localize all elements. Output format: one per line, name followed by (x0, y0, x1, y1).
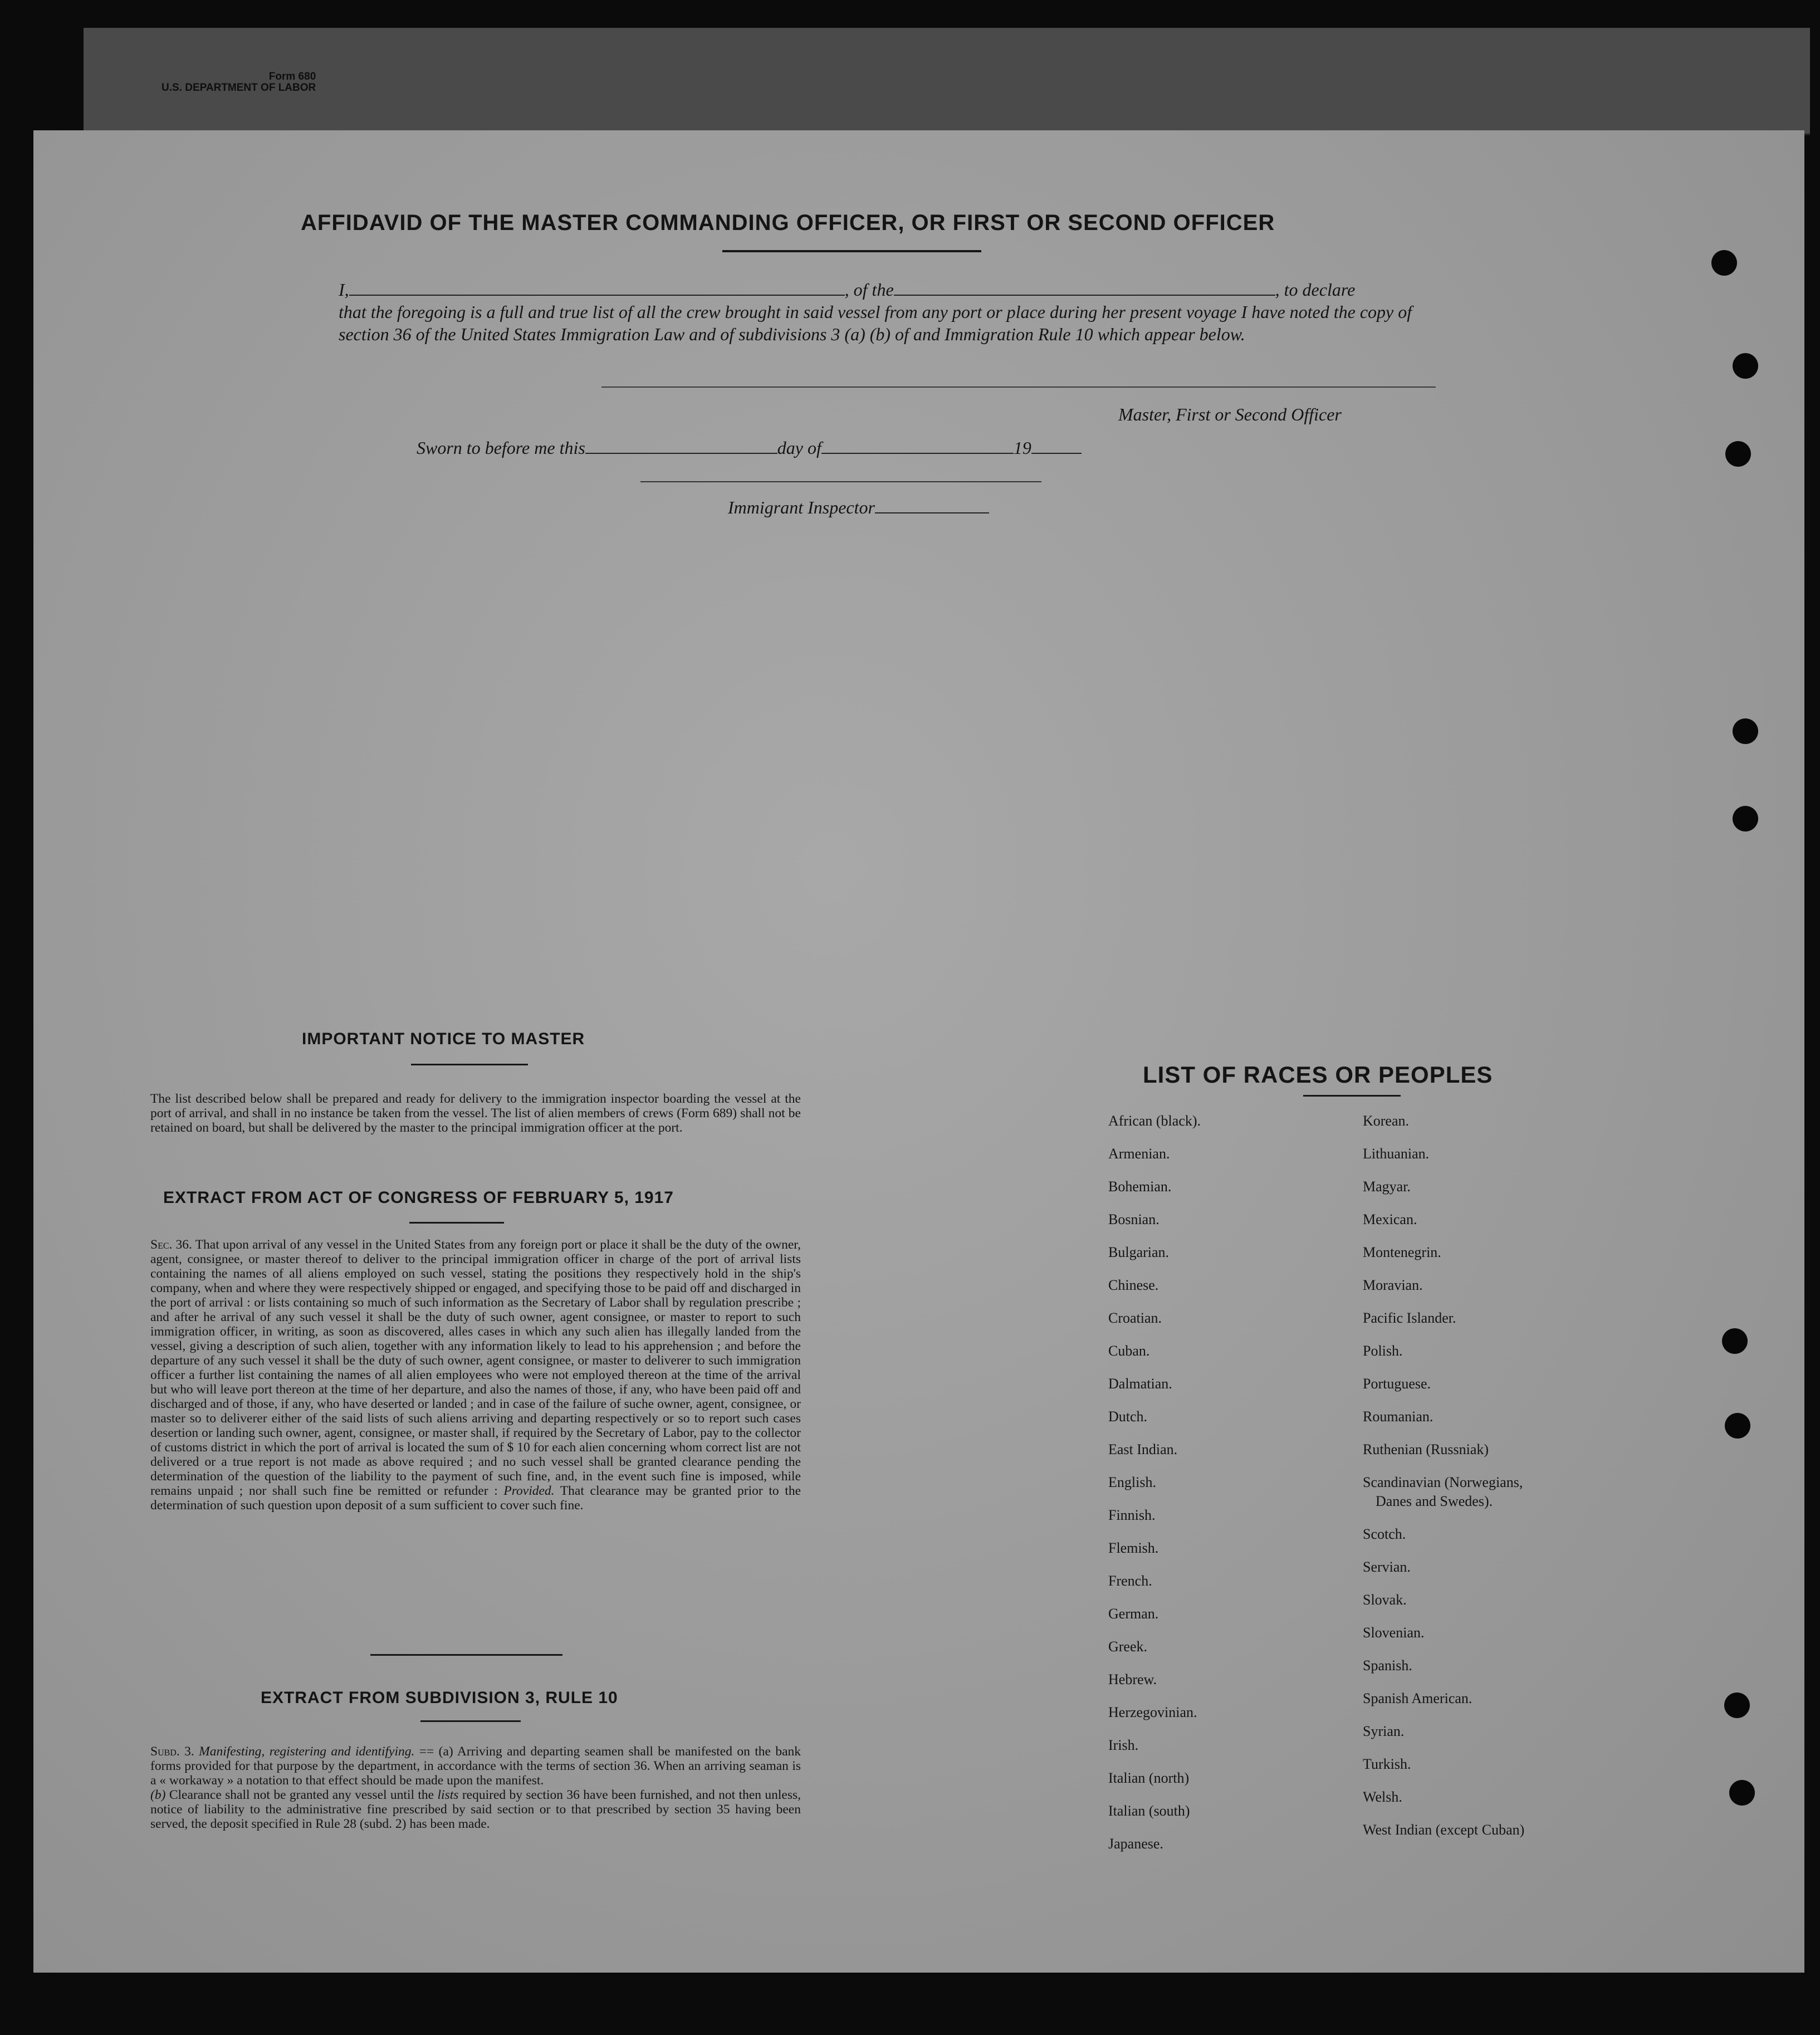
inspector-label: Immigrant Inspector (728, 497, 875, 517)
race-item: Bosnian. (1108, 1211, 1159, 1227)
race-item: Cuban. (1108, 1343, 1150, 1359)
subdivision-title: EXTRACT FROM SUBDIVISION 3, RULE 10 (261, 1689, 618, 1707)
inspector-line (728, 497, 989, 518)
para-a-text: == (a) Arriving and departing seamen shall be manifested on the bank forms provided for that purpose by the department, in accordance with the terms of section 36. When an arriving seaman is a « workaway » a notation to that effect should be made upon the manifest. (150, 1744, 801, 1788)
sworn-label: Sworn to before me this (417, 438, 585, 458)
form-number: Form 680 (268, 71, 316, 82)
department-name: U.S. DEPARTMENT OF LABOR (162, 82, 316, 94)
title-rule (722, 250, 981, 252)
race-item: Polish. (1363, 1343, 1403, 1359)
race-item: German. (1108, 1606, 1159, 1622)
punch-hole (1725, 441, 1751, 467)
punch-hole (1733, 718, 1758, 744)
notice-text: The list described below shall be prepared and ready for delivery to the immigration inspector boarding the vessel at the port of arrival, and shall in no instance be taken from the vessel. The list of alien members of crews (Form 689) shall not be retained on board, but shall be delivered by the master to the principal immigration officer at the port. (150, 1092, 801, 1135)
race-item: Italian (north) (1108, 1770, 1190, 1786)
punch-hole (1725, 1413, 1750, 1439)
race-item: Mexican. (1363, 1211, 1417, 1227)
race-item: French. (1108, 1573, 1152, 1589)
race-item: Croatian. (1108, 1310, 1162, 1326)
act-title: EXTRACT FROM ACT OF CONGRESS OF FEBRUARY 5, 1917 (163, 1188, 674, 1207)
race-item: Syrian. (1363, 1723, 1405, 1739)
provided-word: Provided. (503, 1484, 555, 1498)
race-item: Welsh. (1363, 1789, 1402, 1805)
signature-line[interactable] (601, 387, 1436, 388)
section-body: That upon arrival of any vessel in the United States from any foreign port or place it shall be the duty of the owner, agent, consignee, or master thereof to deliver to the principal immigration officer in charge of the port of arrival lists containing the names of all aliens employed on such vessel, stating the positions they respectively hold in the ship's company, when and where they were respectively shipped or engaged, and specifying those to be paid off and discharged in the port of arrival : or lists containing so much of such information as the Secretary of Labor shall by regulation prescribe ; and after he arrival of any such vessel it shall be the duty of such owner, agent consignee, or master to report to such immigration officer, in writing, as soon as discovered, alles cases in which any such alien has illegally landed from the vessel, giving a description of such alien, together with any information likely to lead to his apprehension ; and before the departure of any such vessel it shall be the duty of such owner, agent consignee, or master to deliverer to such immigration officer a further list containing the names of all alien employees who were not employed thereon at the time of the arrival but who will leave port thereon at the time of her departure, and also the names of those, if any, who have been paid off and discharged and of those, if any, who have deserted or landed ; and in case of the failure of suche owner, agent, consignee, or master so to deliverer either of the said lists of such aliens arriving and departing respectively or so to report such cases desertion or landing such owner, agent, consignee, or master shall, if required by the Secretary of Labor, pay to the collector of customs district in which the port of arrival is located the sum of $ 10 for each alien concerning whom correct list are not delivered or a true report is not made as above required ; and no such vessel shall be granted clearance pending the determination of the question of the liability to the payment of such fine, and, in the event such fine is imposed, while remains unpaid ; nor shall such fine be remitted or refunder : (150, 1237, 801, 1498)
sworn-day-field[interactable] (585, 438, 777, 454)
sworn-month-field[interactable] (821, 438, 1014, 454)
subdivision-para-a (150, 1744, 801, 1788)
race-item: Finnish. (1108, 1507, 1156, 1523)
oath-of-the-label: , of the (844, 280, 894, 300)
punch-hole (1722, 1328, 1748, 1354)
oath-to-declare-label: , to declare (1275, 280, 1356, 300)
para-b-label: (b) (150, 1788, 166, 1802)
subdivision-heading: Manifesting, registering and identifying. (199, 1744, 415, 1759)
race-item: Pacific Islander. (1363, 1310, 1456, 1326)
punch-hole (1711, 250, 1737, 276)
race-item: Turkish. (1363, 1756, 1411, 1772)
punch-hole (1733, 353, 1758, 379)
race-item: Slovak. (1363, 1592, 1407, 1608)
inspector-signature-line[interactable] (640, 481, 1041, 482)
races-title: LIST OF RACES OR PEOPLES (1143, 1061, 1493, 1088)
punch-hole (1729, 1780, 1755, 1806)
race-item: Armenian. (1108, 1146, 1170, 1162)
punch-hole (1724, 1692, 1750, 1718)
race-item: Slovenian. (1363, 1625, 1425, 1641)
race-item-continuation: Danes and Swedes). (1376, 1493, 1493, 1509)
lists-word: lists (437, 1788, 459, 1802)
race-item: Scotch. (1363, 1526, 1406, 1542)
race-item: Hebrew. (1108, 1671, 1157, 1687)
sworn-line (417, 438, 1082, 458)
vessel-field[interactable] (894, 280, 1275, 296)
race-item: Scandinavian (Norwegians, (1363, 1474, 1523, 1490)
race-item: English. (1108, 1474, 1156, 1490)
race-item: Korean. (1363, 1113, 1410, 1129)
race-item: West Indian (except Cuban) (1363, 1822, 1525, 1838)
oath-body: that the foregoing is a full and true list of all the crew brought in said vessel from any port or place during her present voyage I have noted the copy of section 36 of the United States Immigration Law and of subdivisions 3 (a) (b) of and Immigration Rule 10 which appear below. (339, 302, 1412, 344)
form-label (162, 71, 316, 94)
affidavit-oath (339, 278, 1452, 345)
signature-label: Master, First or Second Officer (1118, 404, 1342, 424)
race-item: Bulgarian. (1108, 1244, 1170, 1260)
section-label: Sec. 36. (150, 1237, 192, 1252)
notice-title: IMPORTANT NOTICE TO MASTER (302, 1030, 585, 1048)
race-item: Portuguese. (1363, 1376, 1431, 1392)
subdivision-label: Subd. 3. (150, 1744, 194, 1759)
subdivision-rule (420, 1720, 521, 1722)
subdivision-text (150, 1744, 801, 1831)
sworn-year-field[interactable] (1031, 438, 1082, 454)
act-text (150, 1237, 801, 1513)
act-rule (409, 1222, 504, 1224)
oath-first-line (339, 278, 1452, 301)
race-item: Irish. (1108, 1737, 1139, 1753)
day-of-label: day of (777, 438, 821, 458)
affidavit-title: AFFIDAVID OF THE MASTER COMMANDING OFFICER, OR FIRST OR SECOND OFFICER (301, 211, 1275, 235)
oath-i-label: I, (339, 280, 349, 300)
punch-hole (1733, 806, 1758, 831)
race-item: Dalmatian. (1108, 1376, 1172, 1392)
scanner-top-strip (84, 28, 1810, 135)
race-item: Servian. (1363, 1559, 1411, 1575)
race-item: Bohemian. (1108, 1178, 1172, 1195)
race-item: Ruthenian (Russniak) (1363, 1441, 1489, 1457)
para-b-text-2: required by section 36 have been furnished, and not then unless, notice of liability to the administrative fine prescribed by said section or to that prescribed by section 35 having been served, the deposit specified in Rule 28 (subd. 2) has been made. (150, 1788, 801, 1831)
race-item: Moravian. (1363, 1277, 1423, 1293)
races-rule (1303, 1095, 1401, 1097)
inspector-field[interactable] (875, 498, 989, 513)
race-item: Lithuanian. (1363, 1146, 1430, 1162)
race-item: Spanish American. (1363, 1690, 1472, 1706)
year-label: 19 (1013, 438, 1031, 458)
subdivision-para-b (150, 1788, 801, 1831)
race-item: Flemish. (1108, 1540, 1159, 1556)
race-item: Montenegrin. (1363, 1244, 1441, 1260)
race-item: African (black). (1108, 1113, 1201, 1129)
para-b-text-1: Clearance shall not be granted any vessel until the (169, 1788, 434, 1802)
race-item: Dutch. (1108, 1408, 1148, 1425)
race-item: East Indian. (1108, 1441, 1178, 1457)
name-field[interactable] (349, 280, 845, 296)
race-item: Spanish. (1363, 1657, 1412, 1674)
act-end-rule (370, 1654, 562, 1656)
race-item: Magyar. (1363, 1178, 1411, 1195)
race-item: Roumanian. (1363, 1408, 1434, 1425)
section-body-end: That clearance may be granted prior to the determination of such question upon deposit of a sum sufficient to cover such fine. (150, 1484, 801, 1513)
race-item: Italian (south) (1108, 1803, 1190, 1819)
notice-rule (411, 1064, 528, 1065)
race-item: Greek. (1108, 1638, 1148, 1655)
race-item: Herzegovinian. (1108, 1704, 1197, 1720)
race-item: Chinese. (1108, 1277, 1159, 1293)
race-item: Japanese. (1108, 1836, 1163, 1852)
